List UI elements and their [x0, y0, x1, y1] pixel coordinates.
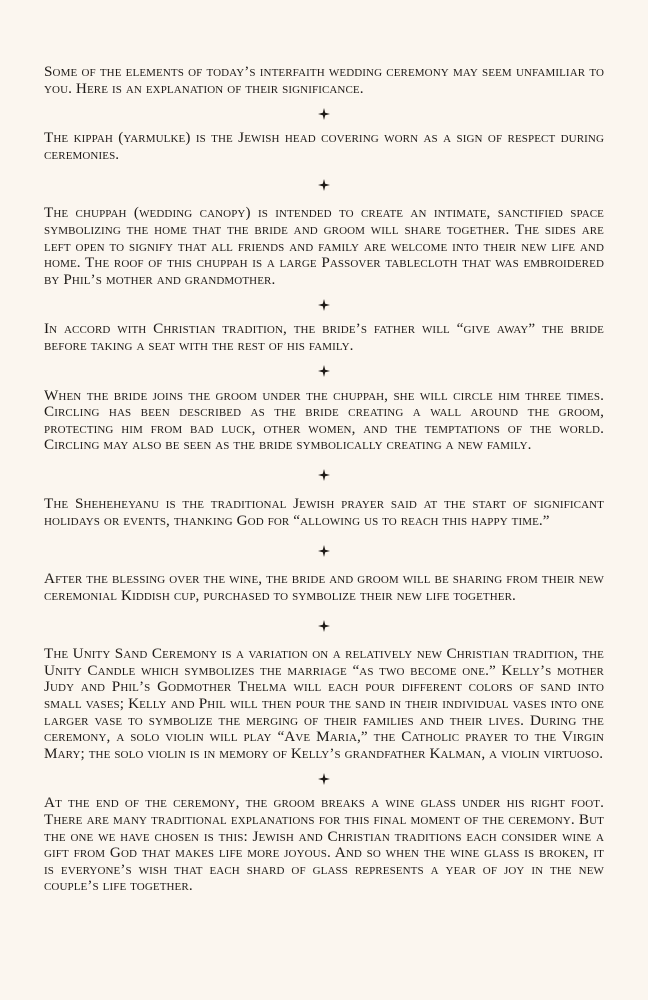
separator [44, 105, 604, 121]
four-point-star-icon [318, 620, 330, 632]
wine-glass-paragraph: At the end of the ceremony, the groom breaks a wine glass under his right foot. There are many traditional explanations for this final moment of the ceremony. But the one we have chosen is this: Jewish and Christian traditions each consider wine a gift from God that makes life more joyous. And so when the wine glass is broken, it is everyone’s wish that each shard of glass represents a year of joy in the new couple’s life together. [44, 794, 604, 895]
sheheheyanu-paragraph: The Sheheheyanu is the traditional Jewish prayer said at the start of significant holidays or events, thanking God for “allowing us to reach this happy time.” [44, 494, 604, 529]
four-point-star-icon [318, 179, 330, 191]
kiddish-paragraph: After the blessing over the wine, the bride and groom will be sharing from their new ceremonial Kiddish cup, purchased to symbolize their new life together. [44, 570, 604, 604]
circling-paragraph: When the bride joins the groom under the chuppah, she will circle him three times. Circling has been described as the bride creating a wall around the groom, protecting him from bad luck, other women, and the temptations of the world. Circling may also be seen as the bride symbolically creating a new family. [44, 386, 604, 454]
kippah-paragraph: The kippah (yarmulke) is the Jewish head covering worn as a sign of respect during ceremonies. [44, 129, 604, 163]
separator [44, 770, 604, 786]
four-point-star-icon [318, 773, 330, 785]
four-point-star-icon [318, 545, 330, 557]
separator [44, 363, 604, 379]
four-point-star-icon [318, 299, 330, 311]
separator [44, 467, 604, 483]
separator [44, 176, 604, 192]
intro-paragraph: Some of the elements of today’s interfaith wedding ceremony may seem unfamiliar to you. Here is an explanation of their significance. [44, 63, 604, 97]
four-point-star-icon [318, 108, 330, 120]
separator [44, 542, 604, 558]
father-paragraph: In accord with Christian tradition, the bride’s father will “give away” the bride before taking a seat with the rest of his family. [44, 320, 604, 354]
four-point-star-icon [318, 469, 330, 481]
separator [44, 617, 604, 633]
unity-sand-paragraph: The Unity Sand Ceremony is a variation on a relatively new Christian tradition, the Unity Candle which symbolizes the marriage “as two become one.” Kelly’s mother Judy and Phil’s Godmother Thelma will each pour different colors of sand into small vases; Kelly and Phil will then pour the sand in their individual vases into one larger vase to symbolize the merging of their families and their lives. During the ceremony, a solo violin will play “Ave Maria,” the Catholic prayer to the Virgin Mary; the solo violin is in memory of Kelly’s grandfather Kalman, a violin virtuoso. [44, 645, 604, 762]
chuppah-paragraph: The chuppah (wedding canopy) is intended to create an intimate, sanctified space symbolizing the home that the bride and groom will share together. The sides are left open to signify that all friends and family are welcome into their new life and home. The roof of this chuppah is a large Passover tablecloth that was embroidered by Phil’s mother and grandmother. [44, 204, 604, 288]
separator [44, 296, 604, 312]
four-point-star-icon [318, 365, 330, 377]
